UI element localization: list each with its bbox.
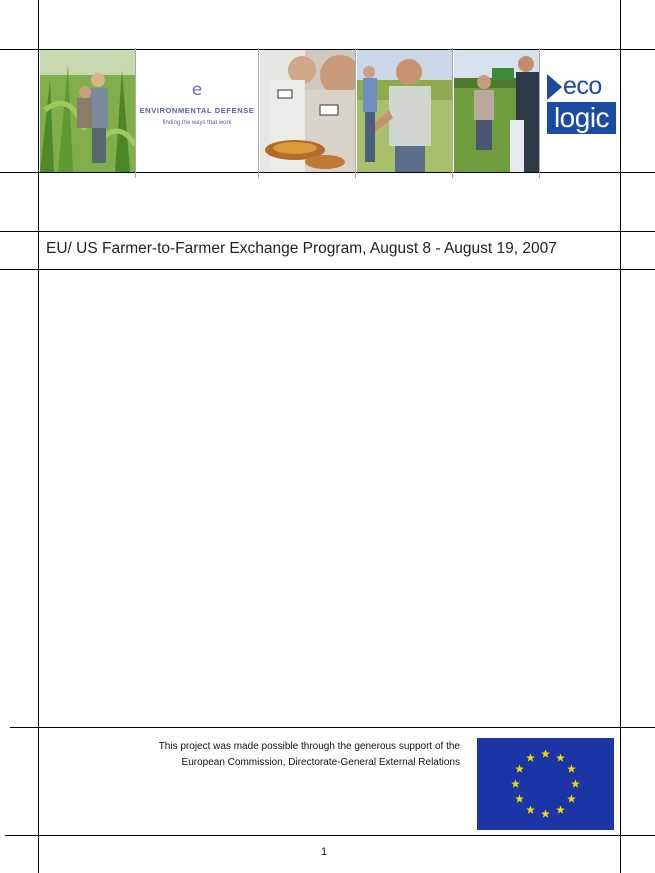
ecologic-logo bbox=[541, 50, 620, 172]
document-title: EU/ US Farmer-to-Farmer Exchange Program, August 8 - August 19, 2007 bbox=[46, 240, 557, 257]
banner-bottom-line bbox=[0, 172, 655, 173]
farmer-speaking-photo bbox=[357, 50, 452, 172]
frame-right-line bbox=[620, 0, 621, 873]
support-line-2: European Commission, Directorate-General External Relations bbox=[181, 757, 460, 768]
ed-logo-name: ENVIRONMENTAL DEFENSE bbox=[139, 106, 255, 115]
banner-separator bbox=[452, 48, 453, 178]
ed-logo-tagline: finding the ways that work bbox=[162, 120, 232, 126]
banner-separator bbox=[539, 48, 540, 178]
ecologic-triangle-icon bbox=[547, 74, 562, 100]
ecologic-eco-text: eco bbox=[563, 72, 602, 100]
ecologic-logic-box bbox=[547, 102, 616, 134]
ed-logo-letter: e bbox=[191, 80, 203, 100]
banner-separator bbox=[258, 48, 259, 178]
field-visit-photo bbox=[454, 50, 539, 172]
corn-field-photo bbox=[40, 50, 135, 172]
title-top-line bbox=[0, 231, 655, 232]
ecologic-logic-text: logic bbox=[553, 102, 610, 133]
footer-bottom-line bbox=[5, 835, 655, 836]
banner-separator bbox=[135, 48, 136, 178]
banner-separator bbox=[355, 48, 356, 178]
support-statement bbox=[90, 739, 460, 771]
header-banner bbox=[38, 50, 620, 172]
title-bottom-line bbox=[0, 269, 655, 270]
footer-top-line bbox=[10, 727, 655, 728]
seed-inspection-photo bbox=[260, 50, 355, 172]
environmental-defense-logo bbox=[137, 50, 257, 172]
page-number: 1 bbox=[321, 846, 328, 858]
support-line-1: This project was made possible through the generous support of the bbox=[158, 741, 460, 752]
eu-flag-icon bbox=[477, 738, 614, 830]
